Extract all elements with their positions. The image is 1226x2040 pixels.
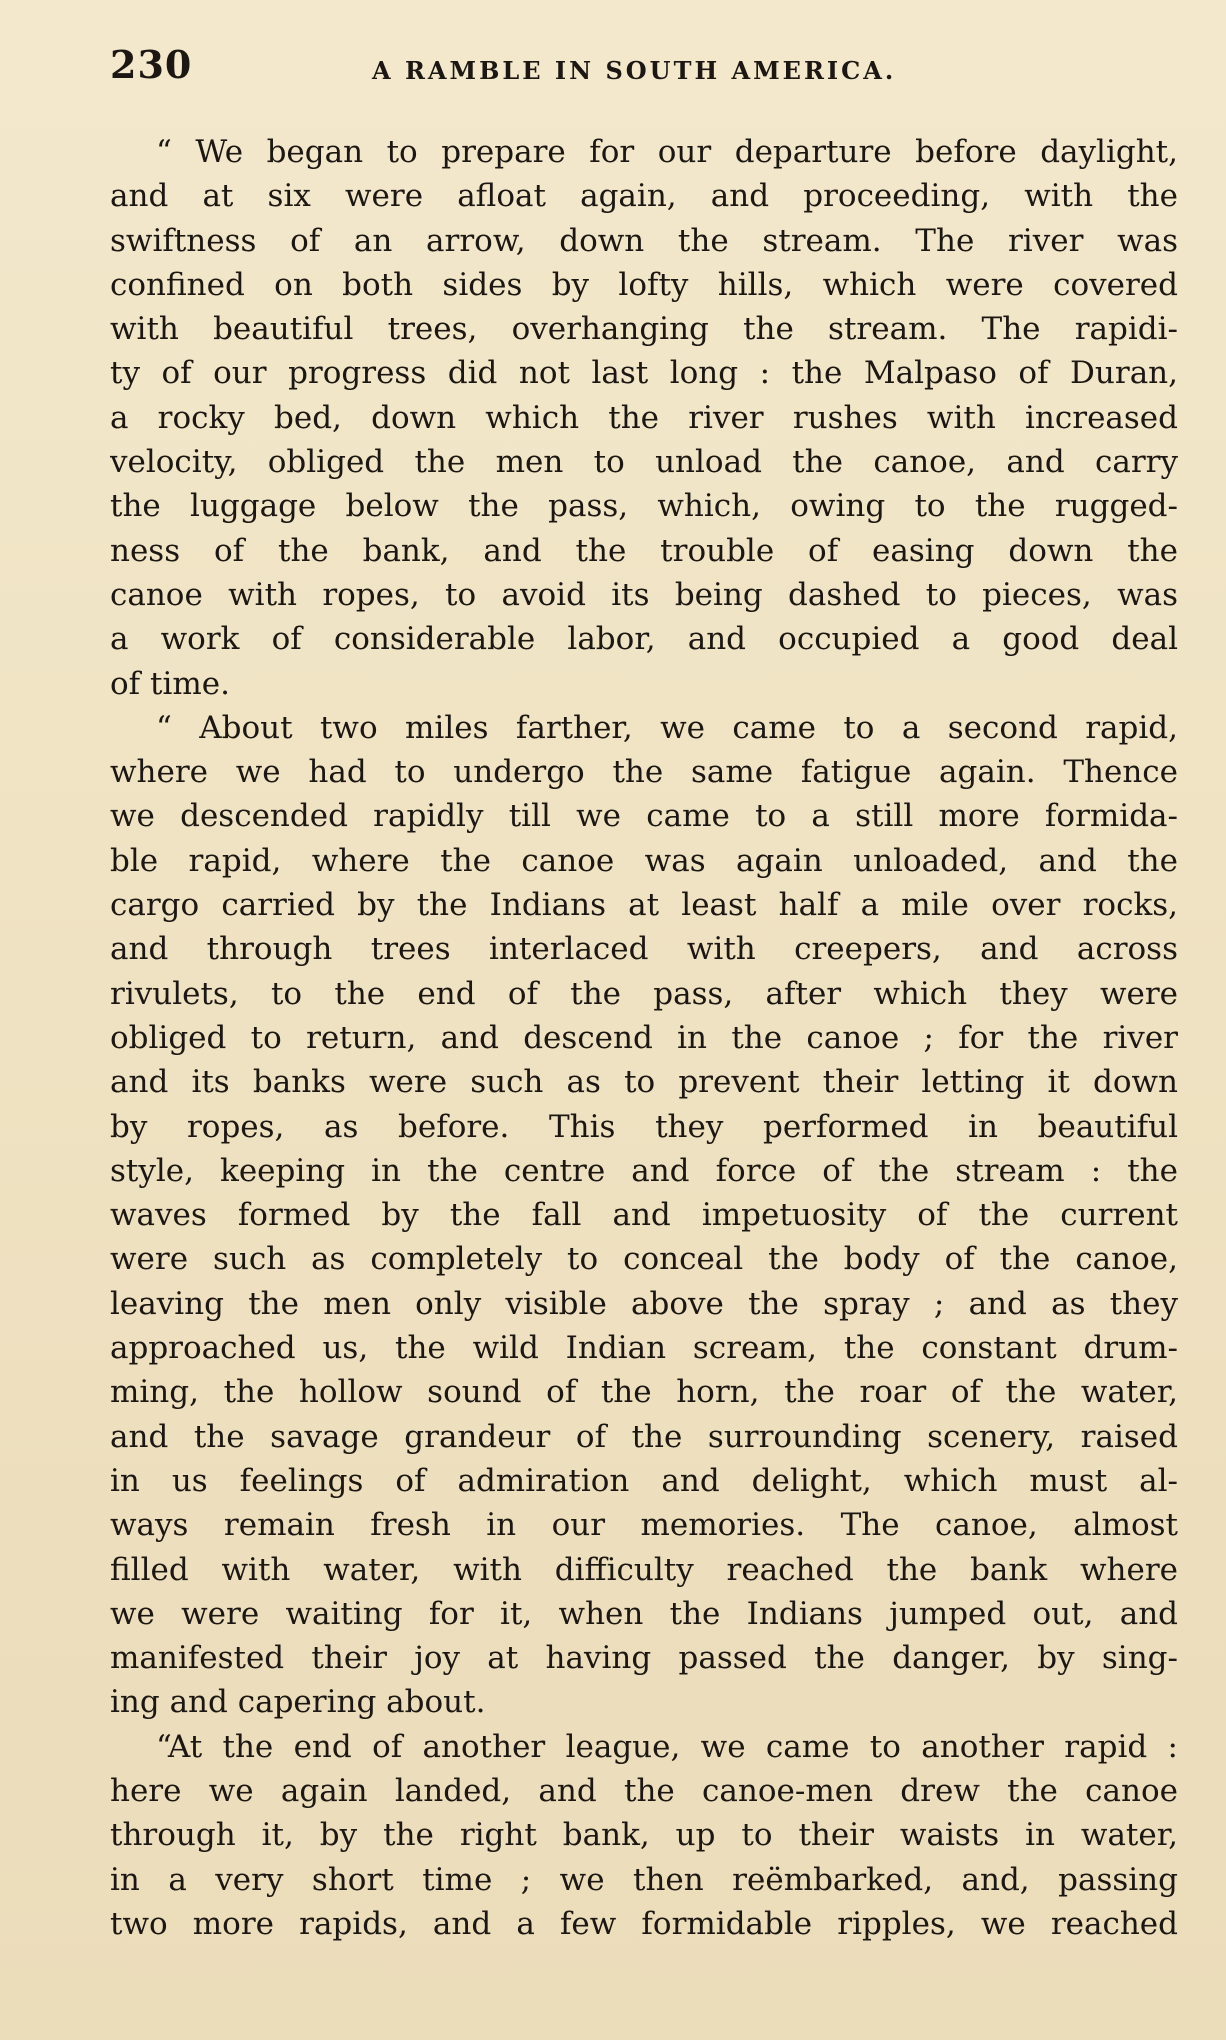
text-line: swiftness of an arrow, down the stream. The river was <box>110 222 1178 259</box>
page-number: 230 <box>110 42 193 87</box>
text-line: ing and capering about. <box>110 1684 486 1721</box>
running-title: A RAMBLE IN SOUTH AMERICA. <box>372 56 897 85</box>
text-line: manifested their joy at having passed the danger, by sing- <box>110 1640 1178 1677</box>
text-line: “ We began to prepare for our departure before daylight, <box>156 134 1178 170</box>
text-line: through it, by the right bank, up to their waists in water, <box>110 1817 1178 1854</box>
text-line: in us feelings of admiration and delight, which must al- <box>110 1462 1178 1499</box>
text-line: by ropes, as before. This they performed in beautiful <box>110 1108 1178 1145</box>
text-line: the luggage below the pass, which, owing to the rugged- <box>110 488 1178 525</box>
text-line: we were waiting for it, when the Indians jumped out, and <box>110 1595 1178 1632</box>
text-line: a work of considerable labor, and occupied a good deal <box>110 621 1178 658</box>
text-line: ming, the hollow sound of the horn, the roar of the water, <box>110 1374 1178 1411</box>
text-line: and its banks were such as to prevent their letting it down <box>110 1064 1178 1101</box>
text-line: in a very short time ; we then reëmbarked, and, passing <box>110 1861 1178 1898</box>
text-line: and the savage grandeur of the surrounding scenery, raised <box>110 1418 1178 1455</box>
text-line: two more rapids, and a few formidable ripples, we reached <box>110 1905 1178 1942</box>
text-line: ble rapid, where the canoe was again unloaded, and the <box>110 842 1178 879</box>
text-line: here we again landed, and the canoe-men drew the canoe <box>110 1772 1178 1809</box>
text-line: “ About two miles farther, we came to a second rapid, <box>156 709 1178 746</box>
text-line: rivulets, to the end of the pass, after which they were <box>110 975 1178 1012</box>
text-line: approached us, the wild Indian scream, the constant drum- <box>110 1330 1178 1367</box>
running-head <box>110 42 1178 94</box>
text-line: a rocky bed, down which the river rushes with increased <box>110 399 1178 436</box>
text-line: and at six were afloat again, and proceeding, with the <box>110 178 1178 215</box>
text-line: we descended rapidly till we came to a still more formida- <box>110 798 1178 835</box>
text-line: ty of our progress did not last long : the Malpaso of Duran, <box>110 355 1178 392</box>
text-line: were such as completely to conceal the body of the canoe, <box>110 1241 1178 1278</box>
text-line: with beautiful trees, overhanging the stream. The rapidi- <box>110 311 1178 348</box>
text-line: leaving the men only visible above the spray ; and as they <box>110 1285 1178 1322</box>
text-line: obliged to return, and descend in the canoe ; for the river <box>110 1019 1178 1056</box>
text-line: ness of the bank, and the trouble of easing down the <box>110 532 1178 569</box>
text-line: and through trees interlaced with creepers, and across <box>110 931 1178 968</box>
text-line: confined on both sides by lofty hills, which were covered <box>110 266 1178 303</box>
body-text <box>110 130 1178 1946</box>
text-line: cargo carried by the Indians at least half a mile over rocks, <box>110 887 1178 924</box>
text-line: of time. <box>110 665 230 702</box>
text-line: where we had to undergo the same fatigue again. Thence <box>110 754 1178 791</box>
text-line: ways remain fresh in our memories. The canoe, almost <box>110 1507 1178 1544</box>
text-line: canoe with ropes, to avoid its being dashed to pieces, was <box>110 576 1178 613</box>
text-line: filled with water, with difficulty reached the bank where <box>110 1551 1178 1588</box>
text-line: “At the end of another league, we came to another rapid : <box>156 1728 1178 1765</box>
text-line: waves formed by the fall and impetuosity of the current <box>110 1197 1178 1234</box>
text-line: style, keeping in the centre and force of the stream : the <box>110 1152 1178 1189</box>
text-line: velocity, obliged the men to unload the canoe, and carry <box>110 444 1178 481</box>
